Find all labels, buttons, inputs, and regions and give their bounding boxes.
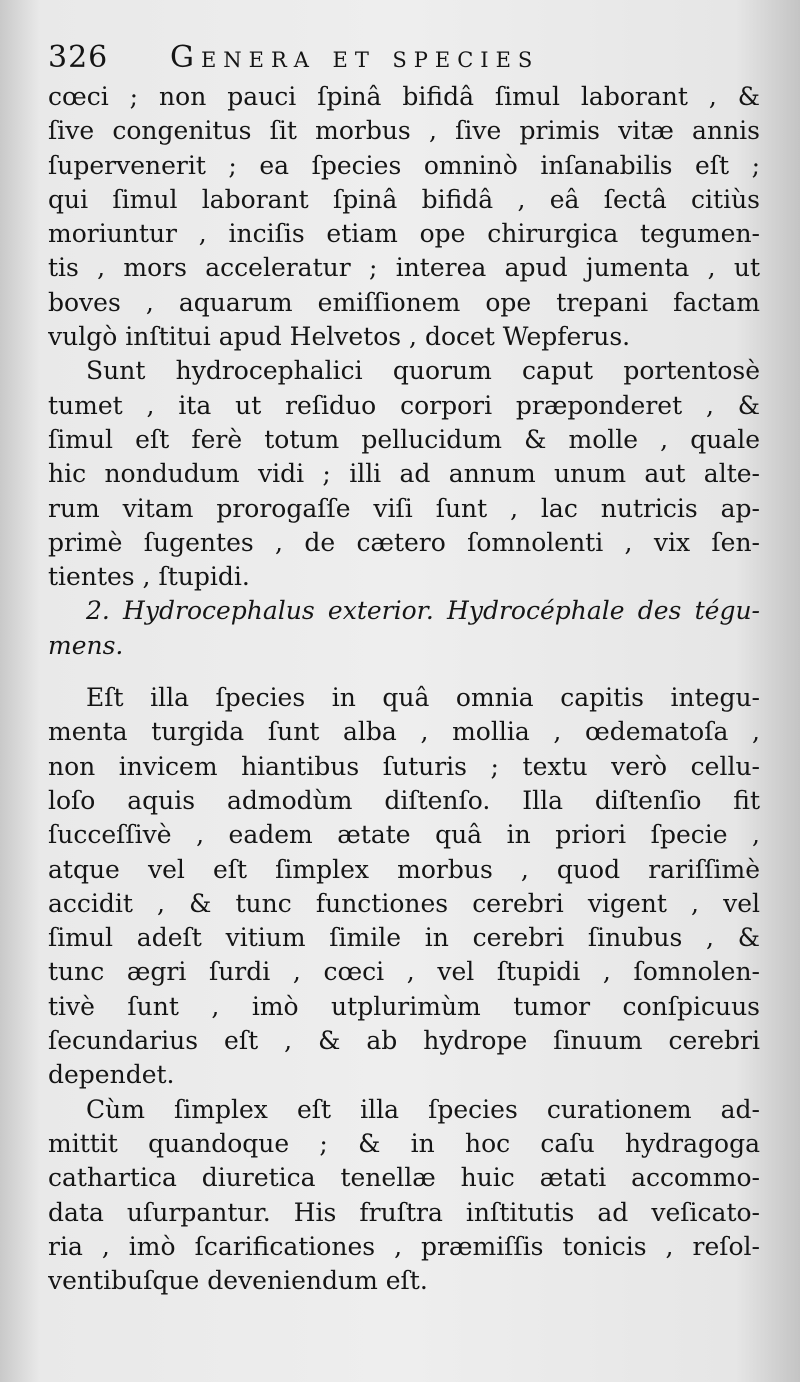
text-line: ſupervenerit ; ea ſpecies omninò inſanabilis eſt ; bbox=[48, 150, 760, 180]
running-title: Genera et species bbox=[170, 40, 540, 75]
text-line: tis , mors acceleratur ; interea apud jumenta , ut bbox=[48, 253, 760, 283]
text-line: loſo aquis admodùm diſtenſo. Illa diſtenſio fit bbox=[48, 785, 760, 815]
text-line: data uſurpantur. His fruſtra inſtitutis ad veſicato- bbox=[48, 1197, 760, 1227]
text-line: tientes , ſtupidi. bbox=[48, 562, 250, 592]
text-line: accidit , & tunc functiones cerebri vigent , vel bbox=[48, 888, 760, 918]
text-line: tunc ægri ſurdi , cœci , vel ſtupidi , ſomnolen- bbox=[48, 957, 760, 987]
text-line: ſimul adeſt vitium ſimile in cerebri ſinubus , & bbox=[48, 923, 760, 953]
text-line: rum vitam prorogaſſe viſi ſunt , lac nutricis ap- bbox=[48, 493, 760, 523]
text-line: Sunt hydrocephalici quorum caput portentosè bbox=[86, 356, 760, 386]
text-line: mens. bbox=[48, 630, 124, 660]
text-line: hic nondudum vidi ; illi ad annum unum aut alte- bbox=[48, 459, 760, 489]
text-line: Eſt illa ſpecies in quâ omnia capitis integu- bbox=[86, 683, 760, 713]
text-line: tumet , ita ut reſiduo corpori præponderet , & bbox=[48, 390, 760, 420]
text-line: moriuntur , inciſis etiam ope chirurgica tegumen- bbox=[48, 219, 760, 249]
text-line: ventibuſque deveniendum eſt. bbox=[48, 1266, 428, 1296]
page-number: 326 bbox=[48, 40, 109, 75]
text-body bbox=[48, 80, 760, 1298]
text-line: tivè ſunt , imò utplurimùm tumor conſpicuus bbox=[48, 991, 760, 1021]
text-line: qui ſimul laborant ſpinâ bifidâ , eâ ſectâ citiùs bbox=[48, 184, 760, 214]
text-line: ſecundarius eſt , & ab hydrope ſinuum cerebri bbox=[48, 1026, 760, 1056]
text-line: non invicem hiantibus ſuturis ; textu verò cellu- bbox=[48, 751, 760, 781]
text-line: boves , aquarum emiſſionem ope trepani factam bbox=[48, 287, 760, 317]
text-line: Cùm ſimplex eſt illa ſpecies curationem ad- bbox=[86, 1094, 760, 1124]
text-line: ſucceſſivè , eadem ætate quâ in priori ſpecie , bbox=[48, 820, 760, 850]
text-line: atque vel eſt ſimplex morbus , quod rariſſimè bbox=[48, 854, 760, 884]
text-line: cœci ; non pauci ſpinâ bifidâ ſimul laborant , & bbox=[48, 82, 760, 111]
text-line: ſive congenitus ſit morbus , ſive primis vitæ annis bbox=[48, 116, 760, 146]
text-line: primè ſugentes , de cætero ſomnolenti , vix ſen- bbox=[48, 527, 760, 557]
text-line: 2. Hydrocephalus exterior. Hydrocéphale des tégu- bbox=[86, 596, 760, 626]
text-line: mittit quandoque ; & in hoc caſu hydragoga bbox=[48, 1128, 760, 1158]
running-head bbox=[48, 40, 768, 80]
text-line: ſimul eſt ferè totum pellucidum & molle , quale bbox=[48, 424, 760, 454]
text-line: ria , imò ſcarificationes , præmiſſis tonicis , reſol- bbox=[48, 1231, 760, 1261]
text-line: dependet. bbox=[48, 1060, 175, 1090]
text-line: cathartica diuretica tenellæ huic ætati accommo- bbox=[48, 1163, 760, 1193]
text-line: menta turgida ſunt alba , mollia , œdematoſa , bbox=[48, 717, 760, 747]
text-line: vulgò inſtitui apud Helvetos , docet Wepferus. bbox=[48, 322, 631, 352]
